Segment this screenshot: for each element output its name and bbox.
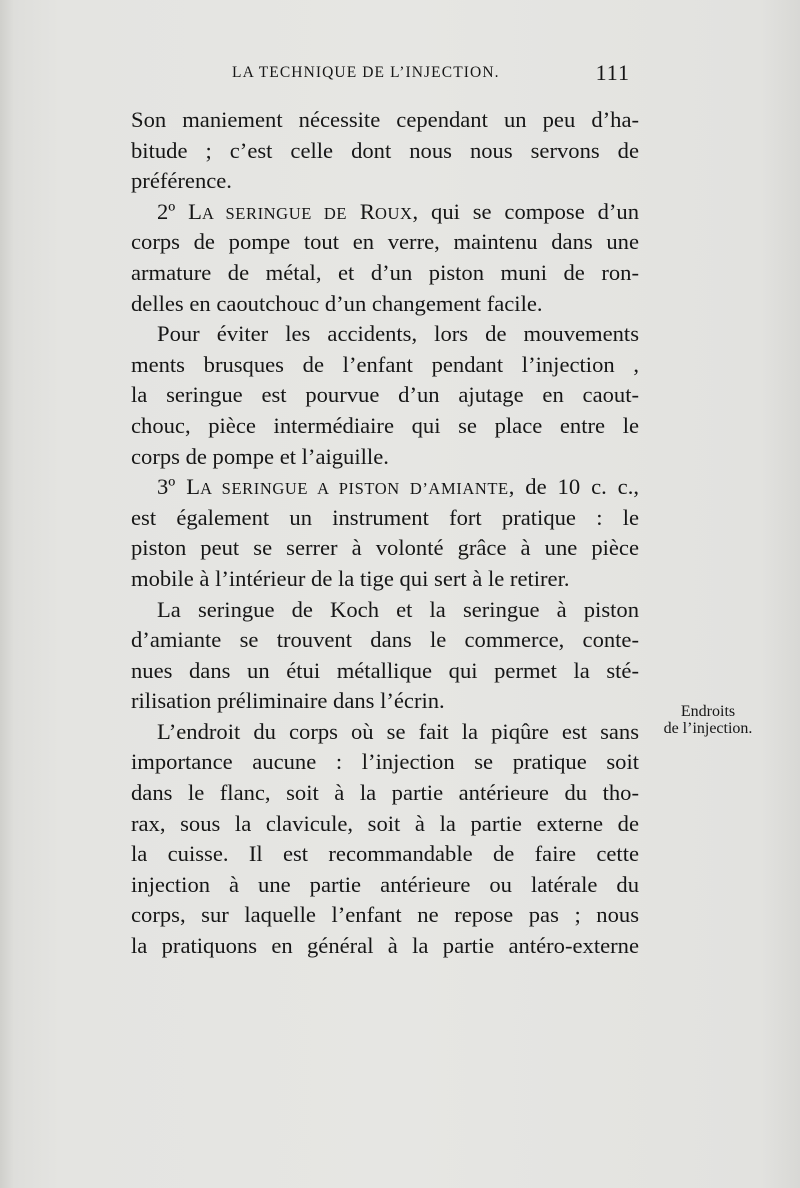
item-number: 3º (157, 474, 176, 500)
item-number: 2º (157, 198, 176, 224)
running-title: LA TECHNIQUE DE L’INJECTION. (232, 64, 500, 81)
body-text (131, 105, 639, 962)
text-line: la cuisse. Il est recommandable de faire cette (131, 841, 639, 867)
text-line: nues dans un étui métallique qui permet la sté- (131, 657, 639, 683)
paragraph-heading-line (131, 197, 639, 228)
page-number: 111 (595, 60, 630, 85)
text-line: injection à une partie antérieure ou latérale du (131, 871, 639, 897)
heading-smallcaps: A SERINGUE A PISTON D’AMIANTE (200, 479, 509, 499)
text-line: ments brusques de l’enfant pendant l’injection , (131, 351, 639, 377)
text-line: est également un instrument fort pratique : le (131, 504, 639, 530)
heading-initial: R (359, 198, 375, 224)
text-line: piston peut se serrer à volonté grâce à une pièce (131, 535, 639, 561)
margin-note (648, 703, 768, 737)
margin-note-line: Endroits (680, 703, 736, 720)
heading-smallcaps: A SERINGUE DE (201, 203, 348, 223)
heading-smallcaps: OUX (374, 203, 413, 223)
text-line: La seringue de Koch et la seringue à piston (157, 596, 639, 622)
heading-initial: L (186, 474, 201, 500)
margin-note-line: de l’injection. (663, 720, 753, 737)
text-line: Pour éviter les accidents, lors de mouvements (157, 321, 639, 347)
text-line: importance aucune : l’injection se pratique soit (131, 749, 639, 775)
text-line: corps de pompe tout en verre, maintenu dans une (131, 229, 639, 255)
text-line: mobile à l’intérieur de la tige qui sert à le retirer. (131, 565, 570, 591)
text-line: bitude ; c’est celle dont nous nous servons de (131, 137, 639, 163)
text-line: rilisation préliminaire dans l’écrin. (131, 688, 445, 714)
heading-rest: , qui se compose d’un (412, 198, 639, 224)
heading-rest: , de 10 c. c., (508, 474, 639, 500)
text-line: armature de métal, et d’un piston muni de ron- (131, 259, 639, 285)
text-line: dans le flanc, soit à la partie antérieure du tho- (131, 780, 639, 806)
text-line: delles en caoutchouc d’un changement facile. (131, 290, 543, 316)
heading-initial: L (188, 198, 202, 224)
text-line: Son maniement nécessite cependant un peu d’ha- (131, 107, 639, 132)
text-line: la seringue est pourvue d’un ajutage en caout- (131, 382, 639, 408)
text-line: corps, sur laquelle l’enfant ne repose pas ; nous (131, 902, 639, 928)
text-line: L’endroit du corps où se fait la piqûre est sans (157, 718, 639, 744)
page-header (232, 60, 642, 90)
text-line: préférence. (131, 168, 232, 194)
text-line: chouc, pièce intermédiaire qui se place entre le (131, 412, 639, 438)
text-line: corps de pompe et l’aiguille. (131, 443, 389, 469)
text-line: d’amiante se trouvent dans le commerce, conte- (131, 627, 639, 653)
text-line: rax, sous la clavicule, soit à la partie externe de (131, 810, 639, 836)
paragraph-heading-line (131, 472, 639, 503)
text-line: la pratiquons en général à la partie antéro-externe (131, 933, 639, 959)
